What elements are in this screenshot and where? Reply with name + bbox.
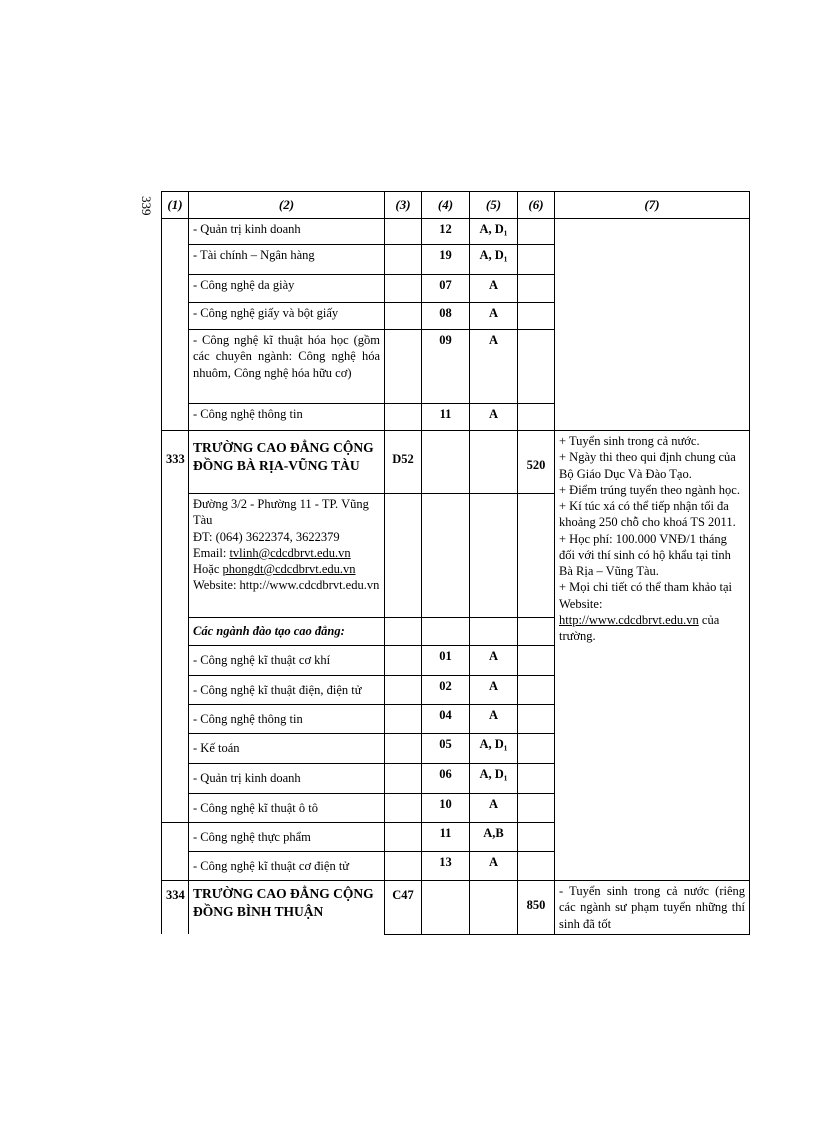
header-col-3: (3) xyxy=(385,192,422,219)
note-line: + Điểm trúng tuyển theo ngành học. xyxy=(559,482,740,497)
empty-cell xyxy=(470,618,518,646)
exam-groups: A xyxy=(470,794,518,823)
empty-cell xyxy=(518,330,555,404)
empty-cell xyxy=(385,219,422,245)
empty-cell xyxy=(385,494,422,618)
major-code: 19 xyxy=(422,245,470,275)
school-code: C47 xyxy=(385,881,422,935)
table-row xyxy=(162,219,750,245)
empty-cell xyxy=(518,794,555,823)
empty-cell xyxy=(385,676,422,705)
major-code: 12 xyxy=(422,219,470,245)
school-notes: - Tuyển sinh trong cả nước (riêng các ngành sư phạm tuyển những thí sinh đã tốt xyxy=(555,881,750,935)
header-col-7: (7) xyxy=(555,192,750,219)
section-title: Các ngành đào tạo cao đẳng: xyxy=(189,618,385,646)
exam-groups: A xyxy=(470,705,518,734)
exam-groups: A xyxy=(470,852,518,881)
exam-groups: A, D₁ xyxy=(470,764,518,794)
header-col-2: (2) xyxy=(189,192,385,219)
empty-cell xyxy=(518,852,555,881)
major-name: - Công nghệ kĩ thuật cơ điện tử xyxy=(189,852,385,881)
note-line: + Học phí: 100.000 VNĐ/1 tháng đối với thí sinh có hộ khẩu tại tỉnh Bà Rịa – Vũng Tàu. xyxy=(559,531,731,578)
empty-cell xyxy=(385,404,422,431)
empty-cell xyxy=(385,794,422,823)
major-name: - Công nghệ da giày xyxy=(189,275,385,303)
empty-cell xyxy=(518,705,555,734)
major-name: - Công nghệ kĩ thuật điện, điện tử xyxy=(189,676,385,705)
school-stt: 333 xyxy=(162,431,189,823)
exam-groups: A, D₁ xyxy=(470,245,518,275)
major-name: - Công nghệ kĩ thuật cơ khí xyxy=(189,646,385,676)
contact-info xyxy=(189,494,385,618)
school-notes xyxy=(555,431,750,881)
major-name: - Công nghệ thực phẩm xyxy=(189,823,385,852)
empty-cell xyxy=(518,219,555,245)
exam-groups: A xyxy=(470,303,518,330)
empty-cell xyxy=(518,646,555,676)
school-stt: 334 xyxy=(162,881,189,935)
major-name: - Quản trị kinh doanh xyxy=(189,219,385,245)
empty-cell xyxy=(518,494,555,618)
empty-cell xyxy=(422,431,470,494)
empty-cell xyxy=(385,330,422,404)
school-row xyxy=(162,431,750,494)
major-name: - Tài chính – Ngân hàng xyxy=(189,245,385,275)
address: Đường 3/2 - Phường 11 - TP. Vũng Tàu xyxy=(193,497,369,528)
empty-cell xyxy=(385,734,422,764)
major-name: - Công nghệ kĩ thuật hóa học (gồm các chuyên ngành: Công nghệ hóa nhuôm, Công nghệ hóa hữu cơ) xyxy=(189,330,385,404)
empty-cell xyxy=(422,881,470,935)
empty-cell xyxy=(470,881,518,935)
major-name: - Công nghệ thông tin xyxy=(189,705,385,734)
empty-cell xyxy=(385,764,422,794)
email-label: Email: xyxy=(193,545,230,560)
notes-cell xyxy=(555,219,750,431)
empty-cell xyxy=(385,618,422,646)
phone: ĐT: (064) 3622374, 3622379 xyxy=(193,529,340,544)
admission-table xyxy=(161,191,750,935)
page-number: 339 xyxy=(139,196,154,216)
school-quota: 520 xyxy=(518,431,555,494)
empty-cell xyxy=(518,764,555,794)
school-quota: 850 xyxy=(518,881,555,935)
website-link[interactable]: http://www.cdcdbrvt.edu.vn xyxy=(559,612,699,627)
empty-cell xyxy=(518,618,555,646)
note-suffix: của trường. xyxy=(559,612,720,643)
empty-cell xyxy=(422,618,470,646)
alt-email-link[interactable]: phongdt@cdcdbrvt.edu.vn xyxy=(222,562,356,576)
empty-cell xyxy=(385,823,422,852)
empty-cell xyxy=(470,494,518,618)
major-code: 11 xyxy=(422,404,470,431)
empty-cell xyxy=(518,404,555,431)
school-row xyxy=(162,881,750,935)
major-code: 05 xyxy=(422,734,470,764)
empty-cell xyxy=(518,245,555,275)
exam-groups: A, D₁ xyxy=(470,734,518,764)
major-code: 08 xyxy=(422,303,470,330)
exam-groups: A, D₁ xyxy=(470,219,518,245)
empty-cell xyxy=(385,705,422,734)
major-code: 07 xyxy=(422,275,470,303)
empty-cell xyxy=(385,646,422,676)
major-code: 02 xyxy=(422,676,470,705)
major-code: 04 xyxy=(422,705,470,734)
website: Website: http://www.cdcdbrvt.edu.vn xyxy=(193,578,380,593)
exam-groups: A xyxy=(470,646,518,676)
exam-groups: A,B xyxy=(470,823,518,852)
school-name: TRƯỜNG CAO ĐẲNG CỘNG ĐỒNG BÀ RỊA-VŨNG TÀU xyxy=(189,431,385,494)
exam-groups: A xyxy=(470,676,518,705)
empty-cell xyxy=(518,275,555,303)
email-link[interactable]: tvlinh@cdcdbrvt.edu.vn xyxy=(229,545,351,560)
alt-email-label: Hoặc xyxy=(193,562,223,576)
empty-cell xyxy=(385,303,422,330)
major-code: 10 xyxy=(422,794,470,823)
header-row xyxy=(162,192,750,219)
major-code: 06 xyxy=(422,764,470,794)
header-col-4: (4) xyxy=(422,192,470,219)
note-line: + Mọi chi tiết có thể tham khảo tại Website: xyxy=(559,580,732,611)
empty-cell xyxy=(422,494,470,618)
stt-cell xyxy=(162,219,189,431)
header-col-5: (5) xyxy=(470,192,518,219)
empty-cell xyxy=(385,852,422,881)
major-code: 11 xyxy=(422,823,470,852)
school-code: D52 xyxy=(385,431,422,494)
header-col-1: (1) xyxy=(162,192,189,219)
stt-cell xyxy=(162,823,189,881)
major-name: - Công nghệ giấy và bột giấy xyxy=(189,303,385,330)
empty-cell xyxy=(385,245,422,275)
empty-cell xyxy=(518,303,555,330)
note-line: + Ngày thi theo qui định chung của Bộ Giáo Dục Và Đào Tạo. xyxy=(559,450,736,481)
major-code: 09 xyxy=(422,330,470,404)
exam-groups: A xyxy=(470,330,518,404)
empty-cell xyxy=(518,734,555,764)
exam-groups: A xyxy=(470,404,518,431)
empty-cell xyxy=(470,431,518,494)
note-line: + Tuyển sinh trong cả nước. xyxy=(559,434,700,448)
empty-cell xyxy=(385,275,422,303)
major-name: - Kế toán xyxy=(189,734,385,764)
major-name: - Quản trị kinh doanh xyxy=(189,764,385,794)
major-code: 13 xyxy=(422,852,470,881)
empty-cell xyxy=(518,823,555,852)
note-line: + Kí túc xá có thể tiếp nhận tối đa khoảng 250 chỗ cho khoá TS 2011. xyxy=(559,499,736,530)
header-col-6: (6) xyxy=(518,192,555,219)
exam-groups: A xyxy=(470,275,518,303)
major-name: - Công nghệ thông tin xyxy=(189,404,385,431)
school-name: TRƯỜNG CAO ĐẲNG CỘNG ĐỒNG BÌNH THUẬN xyxy=(189,881,385,935)
major-code: 01 xyxy=(422,646,470,676)
major-name: - Công nghệ kĩ thuật ô tô xyxy=(189,794,385,823)
empty-cell xyxy=(518,676,555,705)
